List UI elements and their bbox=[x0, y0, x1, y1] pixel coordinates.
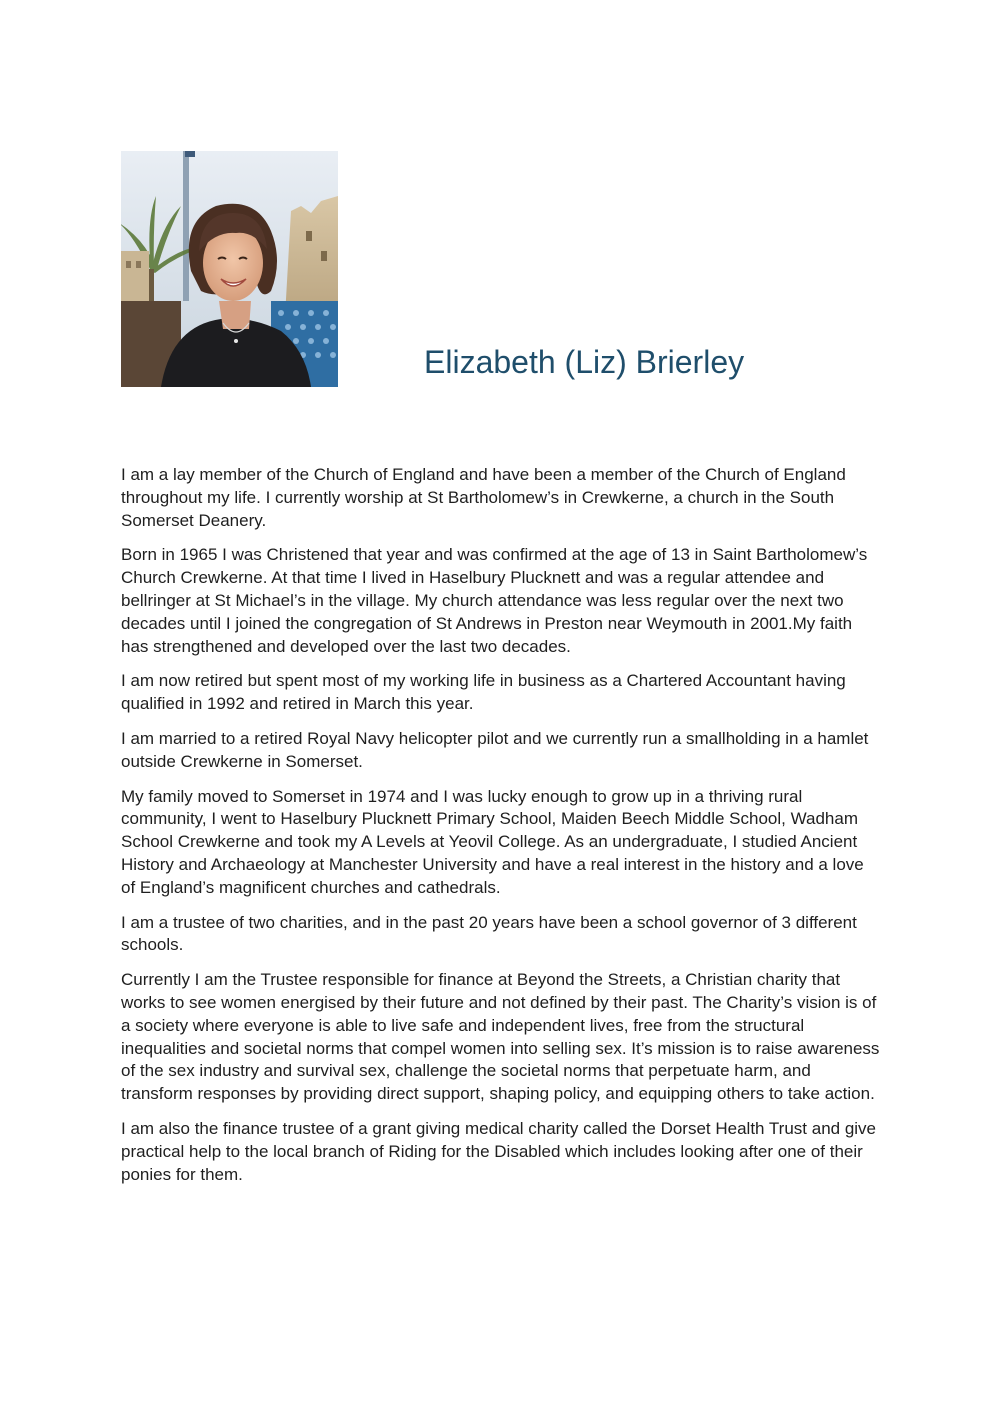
paragraph: I am married to a retired Royal Navy helicopter pilot and we currently run a smallholding in a hamlet outside Crewkerne in Somerset. bbox=[121, 728, 869, 771]
portrait-photo bbox=[121, 151, 338, 387]
paragraph: Currently I am the Trustee responsible for finance at Beyond the Streets, a Christian charity that works to see women energised by their future and not defined by their past. The Charity’s vision is of a society where everyone is able to live safe and independent lives, free from the structural inequalities and societal norms that compel women into selling sex. It’s mission is to raise awareness of the sex industry and survival sex, challenge the societal norms that perpetuate harm, and transform responses by providing direct support, shaping policy, and equipping others to take action. bbox=[121, 970, 880, 1104]
biography-body bbox=[121, 464, 881, 1198]
paragraph: My family moved to Somerset in 1974 and I was lucky enough to grow up in a thriving rural community, I went to Haselbury Plucknett Primary School, Maiden Beech Middle School, Wadham School Crewkerne and took my A Levels at Yeovil College. As an undergraduate, I studied Ancient History and Archaeology at Manchester University and have a real interest in the history and a love of England’s magnificent churches and cathedrals. bbox=[121, 786, 864, 897]
paragraph: I am also the finance trustee of a grant giving medical charity called the Dorset Health Trust and give practical help to the local branch of Riding for the Disabled which includes looking after one of their ponies for them. bbox=[121, 1118, 877, 1184]
portrait-photo-image bbox=[121, 151, 338, 387]
paragraph: Born in 1965 I was Christened that year and was confirmed at the age of 13 in Saint Bartholomew’s Church Crewkerne. At that time I lived in Haselbury Plucknett and was a regular attendee and bellringer at St Michael’s in the village. My church attendance was less regular over the next two decades until I joined the congregation of St Andrews in Preston near Weymouth in 2001.My faith has strengthened and developed over the last two decades. bbox=[121, 545, 868, 656]
page-title: Elizabeth (Liz) Brierley bbox=[424, 344, 745, 380]
paragraph: I am a lay member of the Church of England and have been a member of the Church of England throughout my life. I currently worship at St Bartholomew’s in Crewkerne, a church in the South Somerset Deanery. bbox=[121, 465, 846, 530]
paragraph: I am now retired but spent most of my working life in business as a Chartered Accountant having qualified in 1992 and retired in March this year. bbox=[121, 671, 846, 714]
paragraph: I am a trustee of two charities, and in the past 20 years have been a school governor of 3 different schools. bbox=[121, 912, 857, 955]
